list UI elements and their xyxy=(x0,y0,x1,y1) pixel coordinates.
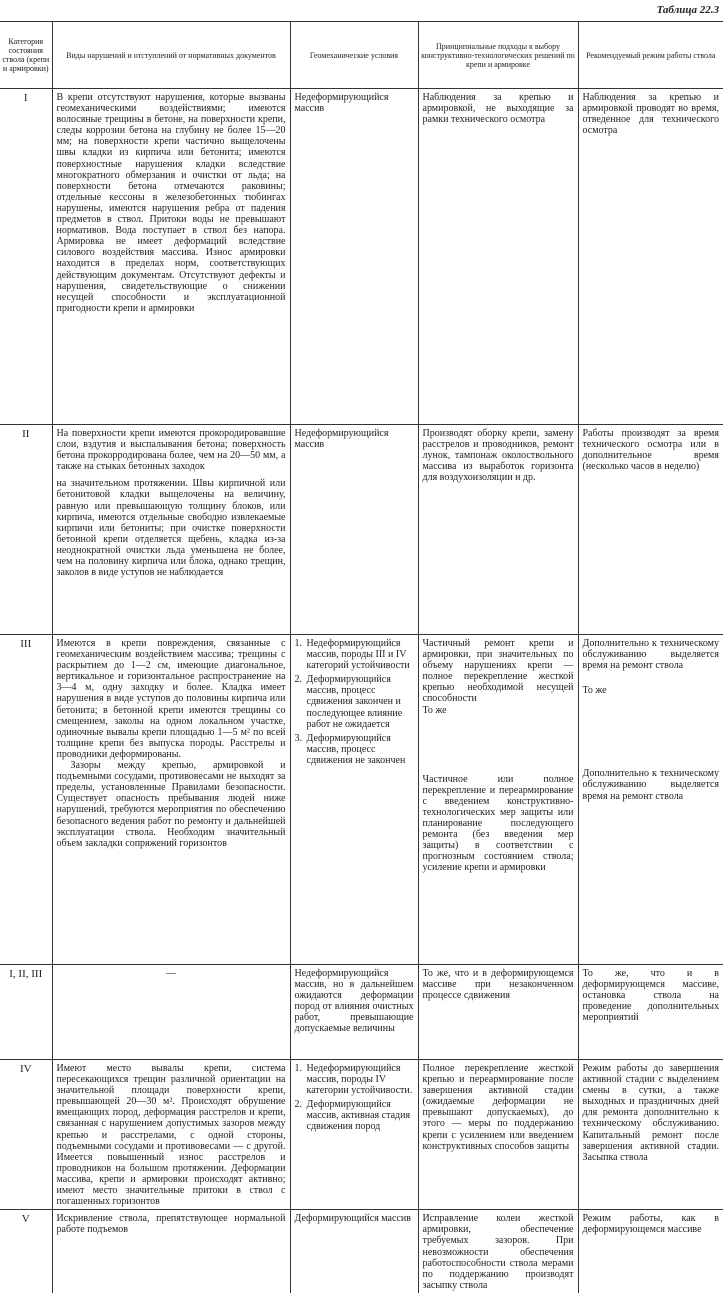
table-row xyxy=(0,965,723,1060)
conditions-cell: Деформирующийся массив xyxy=(290,1210,418,1293)
header-violations: Виды нарушений и отступлений от нормативных документов xyxy=(52,22,290,89)
category-cell: II xyxy=(0,425,52,635)
table-row xyxy=(0,425,723,635)
mode-text-1: Дополнительно к техническому обслуживанию выделяется время на ремонт ствола xyxy=(582,638,719,672)
condition-item xyxy=(295,638,414,671)
conditions-cell: Недеформирующийся массив, но в дальнейшем ожидаются деформации пород от влияния очистных работ, превышающие допускаемые величины xyxy=(290,965,418,1060)
condition-text: Деформирующийся массив, процесс сдвижения не закончен xyxy=(306,732,406,766)
violations-cell: В крепи отсутствуют нарушения, которые вызваны геомеханическими воздействиями; имеются волосяные трещины в бетоне, на поверхности крепи, следы коррозии бетона на глубину не более 15—20 мм; на поверхности крепи частично выщелочены швы кладки из кирпича или бетонита; имеются поверхностные нарушения кладки вследствие многократного обмерзания и очистки от льда; на поверхности бетона отмечаются раковины; отдельные кессоны в железобетонных тюбингах нарушены, имеются нарушения ребра от падения предметов в ствол. Притоки воды не превышают нормативов. Вода поступает в ствол без напора. Армировка не имеет деформаций вследствие силового воздействия массива. Износ армировки находится в пределах норм, соответствующих действующим документам. Отсутствуют дефекты и нарушения, свидетельствующие о снижении несущей способности и эксплуатационной пригодности крепи и армировки xyxy=(52,89,290,425)
conditions-cell xyxy=(290,1060,418,1210)
category-cell: IV xyxy=(0,1060,52,1210)
condition-item xyxy=(295,733,414,766)
condition-number: 1. xyxy=(294,1063,302,1074)
table-row xyxy=(0,89,723,425)
approach-cell: Исправление колеи жесткой армировки, обеспечение требуемых зазоров. При невозможности обеспечения работоспособности ствола мерами по поддержанию производят засыпку ствола xyxy=(418,1210,578,1293)
approach-text-1: Частичный ремонт крепи и армировки, при значительных по объему нарушениях крепи — полное перекрепление жесткой крепью необходимой несущей способности xyxy=(422,638,574,705)
header-mode: Рекомендуемый режим работы ствола xyxy=(578,22,723,89)
approach-cell: Производят оборку крепи, замену расстрелов и проводников, ремонт лунок, тампонаж околоствольного массива из выработок горизонта для воздухоизоляции и др. xyxy=(418,425,578,635)
table-row xyxy=(0,635,723,965)
condition-number: 1. xyxy=(294,638,302,649)
approach-cell: Наблюдения за крепью и армировкой, не выходящие за рамки технического осмотра xyxy=(418,89,578,425)
table-row xyxy=(0,1060,723,1210)
mode-cell xyxy=(578,635,723,965)
conditions-cell: Недеформирующийся массив xyxy=(290,89,418,425)
mode-text-3: Дополнительно к техническому обслуживанию выделяется время на ремонт ствола xyxy=(582,768,719,802)
table-header-row xyxy=(0,22,723,89)
conditions-cell: Недеформирующийся массив xyxy=(290,425,418,635)
approach-cell: Полное перекрепление жесткой крепью и переармирование после завершения активной стадии (ожидаемые деформации не превышают допускаемых), до этого — меры по поддержанию крепи с усилением или введением конструктивных способов защиты xyxy=(418,1060,578,1210)
approach-cell: То же, что и в деформирующемся массиве при незаконченном процессе сдвижения xyxy=(418,965,578,1060)
category-cell: V xyxy=(0,1210,52,1293)
shaft-condition-table xyxy=(0,21,723,1293)
approach-text-3: Частичное или полное перекрепление и переармирование с введением конструктивно-технологических мер защиты или планирование последующего ремонта (без введения мер защиты) в соответствии с прогнозным состоянием ствола; усиление крепи и армировки xyxy=(422,773,574,874)
violations-text-2: Зазоры между крепью, армировкой и подъемными сосудами, противовесами не выходят за пределы, установленные Правилами безопасности. Существует опасность пребывания людей ниже нарушений, требуются мероприятия по обеспечению безопасного ведения работ по ремонту и дальнейшей эксплуатации ствола. Необходим значительный объем закладки сопряжений горизонтов xyxy=(56,760,286,849)
mode-cell: Работы производят за время технического осмотра или в дополнительное время (несколько часов в неделю) xyxy=(578,425,723,635)
violations-cell: Имеют место вывалы крепи, система пересекающихся трещин различной ориентации на значительной площади поверхности крепи, превышающей 20—30 м². Происходят обрушение вмещающих пород, деформация расстрелов и крепи, связанная с нарушением допустимых зазоров между крепью и расстрелами, с одной стороны, подъемными сосудами и противовесами — с другой. Имеется повышенный износ расстрелов и проводников на большом протяжении. Деформации массива, крепи и армировки происходят активно; имеют место значительные притоки в ствол с погашенных горизонтов xyxy=(52,1060,290,1210)
approach-text-2: То же xyxy=(422,704,447,716)
header-category: Категория состояния ствола (крепи и армировки) xyxy=(0,22,52,89)
mode-cell: Наблюдения за крепью и армировкой проводят во время, отведенное для технического осмотра xyxy=(578,89,723,425)
violations-cell xyxy=(52,635,290,965)
mode-cell: Режим работы до завершения активной стадии с выделением смены в сутки, а также выходных и праздничных дней для ремонта дополнительно к техническому обслуживанию. Капитальный ремонт после завершения активной стадии. Засыпка ствола xyxy=(578,1060,723,1210)
mode-text-2: То же xyxy=(582,685,607,697)
violations-text: На поверхности крепи имеются прокородировавшие слои, вздутия и выспалывания бетона; поверхность бетона прокорродирована более, чем на 20—50 мм, а также на стыках бетонных заходок xyxy=(56,428,286,473)
table-row xyxy=(0,1210,723,1293)
header-approach: Принципиальные подходы к выбору конструктивно-технологических решений по крепи и армировке xyxy=(418,22,578,89)
conditions-cell xyxy=(290,635,418,965)
violations-text-continued: на значительном протяжении. Швы кирпичной или бетонитовой кладки выщелочены на величину, равную или превышающую толщину блоков, или кирпича, имеются отдельные свободно извлекаемые кирпичи или бетониты; при очистке поверхности бетонной крепи отделяется щебень, кладка из-за неоднократной очистки льда уменьшена не более, чем на половину кирпича или блока, однако трещин, заколов в виде уступов не наблюдается xyxy=(56,478,286,579)
condition-item xyxy=(295,674,414,729)
condition-text: Недеформирующийся массив, породы IV категории устойчивости. xyxy=(306,1063,413,1097)
approach-cell xyxy=(418,635,578,965)
condition-number: 3. xyxy=(294,732,302,744)
violations-cell: Искривление ствола, препятствующее нормальной работе подъемов xyxy=(52,1210,290,1293)
violations-cell xyxy=(52,425,290,635)
header-conditions: Геомеханические условия xyxy=(290,22,418,89)
category-cell: I xyxy=(0,89,52,425)
category-cell: I, II, III xyxy=(0,965,52,1060)
table-caption: Таблица 22.3 xyxy=(656,4,719,16)
condition-text: Деформирующийся массив, процесс сдвижения закончен и последующее влияние работ не ожидается xyxy=(306,674,403,730)
category-cell: III xyxy=(0,635,52,965)
condition-text: Недеформирующийся массив, породы III и IV категорий устойчивости xyxy=(306,638,410,672)
mode-cell: Режим работы, как в деформирующемся массиве xyxy=(578,1210,723,1293)
condition-number: 2. xyxy=(294,674,302,686)
mode-cell: То же, что и в деформирующемся массиве, остановка ствола на проведение дополнительных мероприятий xyxy=(578,965,723,1060)
condition-number: 2. xyxy=(294,1099,302,1111)
violations-cell: — xyxy=(52,965,290,1060)
condition-item xyxy=(295,1099,414,1132)
condition-text: Деформирующийся массив, активная стадия сдвижения пород xyxy=(306,1099,411,1133)
violations-text: Имеются в крепи повреждения, связанные с геомеханическим воздействием массива; трещины с раскрытием до 1—2 см, имеющие диагональное, вертикальное и горизонтальное распространение на 3—4 м, одну заходку и более. Кладка имеет нарушения в виде уступов до половины кирпича или бетонита; в бетонной крепи имеются трещины со смещением, заколы на одном локальном участке, одиночные вывалы крепи площадью 1—5 м² по всей толщине крепи без выпуска породы. Расстрелы и проводники деформированы. xyxy=(56,638,286,760)
condition-item xyxy=(295,1063,414,1096)
